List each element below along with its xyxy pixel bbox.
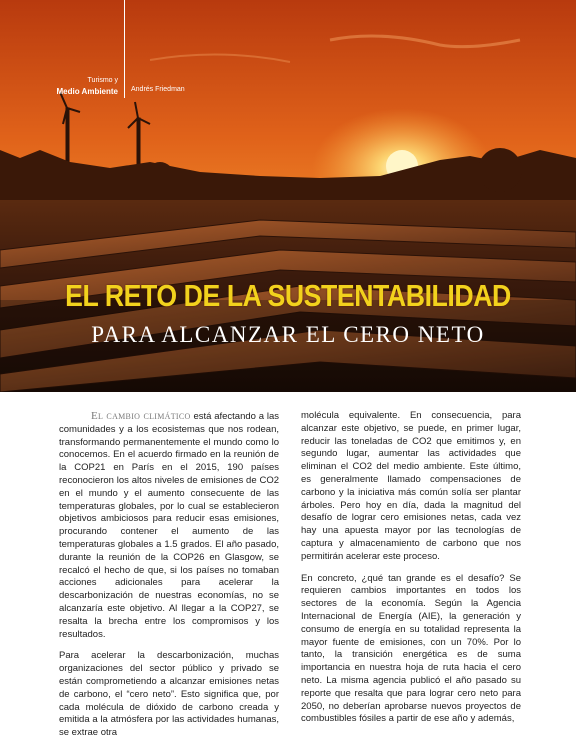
paragraph: En concreto, ¿qué tan grande es el desafío? Se requieren cambios importantes en todos los sectores de la economía. Según la Agencia Internacional de Energía (AIE), la generación y consumo de energía en su totalidad representa la mayor fuente de emisiones, con un 70%. Por lo tanto, la transición energética es de suma importancia en nuestra hoja de ruta hacia el cero neto. La misma agencia publicó el año pasado su reporte que resalta que para lograr cero neto para 2050, no deberían aprobarse nuevos proyectos de combustibles fósiles a partir de ese año y además, <box>301 572 521 725</box>
paragraph: molécula equivalente. En consecuencia, para alcanzar este objetivo, se puede, en primer lugar, reducir las toneladas de CO2 que emitimos y, en segundo lugar, aumentar las actividades que eliminan el CO2 del medio ambiente. Este último, es generalmente llamado compensaciones de carbono y la iniciativa más común solía ser plantar árboles. Pero hoy en día, dada la magnitud del desafío de lograr cero emisiones netas, cada vez hay una apuesta mayor por las tecnologías de captura y almacenamiento de carbono que nos permitirán acelerar este proceso. <box>301 410 521 562</box>
article-title: EL RETO DE LA SUSTENTABILIDAD <box>65 278 511 313</box>
section-line-1: Turismo y <box>87 77 118 84</box>
author-name: Andrés Friedman <box>131 86 185 93</box>
article-subtitle: PARA ALCANZAR EL CERO NETO <box>91 322 485 347</box>
paragraph: Para acelerar la descarbonización, muchas organizaciones del sector público y privado se están comprometiendo a alcanzar emisiones netas de carbono, el “cero neto”. Esto significa que, por cada molécula de dióxido de carbono creada y emitida a la atmósfera por las actividades humanas, se extrae otra <box>59 650 279 739</box>
paragraph <box>59 410 279 641</box>
section-line-2: Medio Ambiente <box>56 87 118 96</box>
section-label <box>57 75 118 97</box>
article-column-left <box>59 410 279 749</box>
lead-in: El cambio climático <box>91 410 191 422</box>
paragraph-text: está afectando a las comunidades y a los ecosistemas que nos rodean, transformando permanentemente el mundo como lo conocemos. En el acuerdo firmado en la reunión de la COP21 en París en el 2015, 190 países reconocieron los altos niveles de emisiones de CO2 en el mundo y el aumento consecuente de las temperaturas globales, por lo cual se establecieron objetivos ambiciosos para reducir esas emisiones, procurando contener el aumento de las temperaturas globales a 1.5 grados. El año pasado, durante la reunión de la COP26 en Glasgow, se recalcó el hecho de que, si los países no tomaban acciones adicionales para acelerar la descarbonización de nuestras economías, no se alcanzaría este objetivo. Al llegar a la COP27, se resalta la brecha entre los compromisos y los resultados. <box>59 411 279 640</box>
header-divider <box>124 0 125 98</box>
article-column-right <box>301 410 521 735</box>
